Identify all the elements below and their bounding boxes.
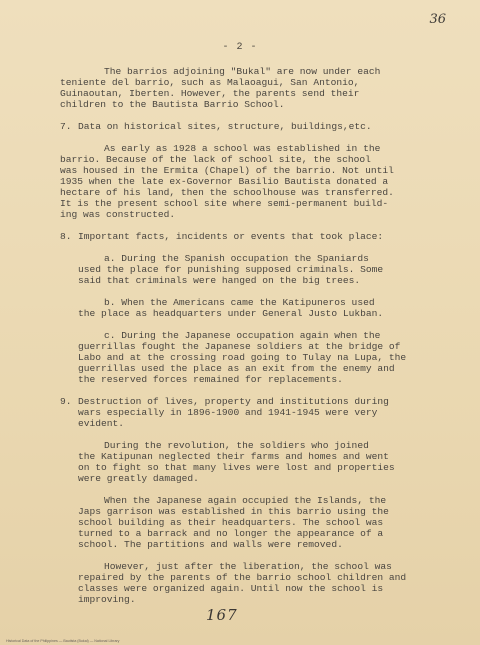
section-7-heading — [60, 121, 440, 132]
section-8b-line: b. When the Americans came the Katipuneros used — [104, 297, 375, 308]
section-title: Important facts, incidents or events that took place: — [78, 231, 384, 242]
section-9-p3-line: However, just after the liberation, the school was — [104, 561, 392, 572]
section-9-p2-line: When the Japanese again occupied the Islands, the — [104, 495, 387, 506]
section-number: 9. — [60, 396, 72, 407]
intro-line: Guinaoutan, Iberten. However, the parents send their — [60, 88, 360, 99]
section-8b-line: the place as headquarters under General Justo Lukban. — [78, 308, 384, 319]
section-7-line: hectare of his land, then the schoolhouse was transferred. — [60, 187, 394, 198]
section-9-p2-line: school building as their headquarters. The school was — [78, 517, 384, 528]
section-title: Destruction of lives, property and institutions during — [78, 396, 389, 407]
section-7-line: barrio. Because of the lack of school site, the school — [60, 154, 371, 165]
section-9-p2-line: turned to a barrack and no longer the appearance of a — [78, 528, 384, 539]
section-9-p1-line: the Katipunan neglected their farms and homes and went — [78, 451, 389, 462]
handwritten-page-number: 167 — [206, 606, 238, 624]
corner-page-number: 36 — [429, 12, 446, 27]
section-7-line: It is the present school site where semi-permanent build- — [60, 198, 389, 209]
section-8-heading — [60, 231, 440, 242]
section-7-line: 1935 when the late ex-Governor Basilio Bautista donated a — [60, 176, 389, 187]
section-8c-line: guerrillas used the place as an exit from the enemy and — [78, 363, 395, 374]
section-number: 8. — [60, 231, 72, 242]
section-7-line: was housed in the Ermita (Chapel) of the barrio. Not until — [60, 165, 394, 176]
section-7-line: As early as 1928 a school was established in the — [104, 143, 381, 154]
section-8c-line: guerrillas fought the Japanese soldiers at the bridge of — [78, 341, 401, 352]
footer-archive-text: Historical Data of the Philippines — Bautista (Bukal) — National Library — [6, 639, 120, 643]
intro-line: The barrios adjoining "Bukal" are now under each — [104, 66, 381, 77]
section-title: Data on historical sites, structure, buildings,etc. — [78, 121, 372, 132]
section-8a-line: said that criminals were hanged on the big trees. — [78, 275, 361, 286]
section-8a-line: used the place for punishing supposed criminals. Some — [78, 264, 384, 275]
document-body — [60, 66, 440, 605]
section-9-p1-line: During the revolution, the soldiers who joined — [104, 440, 369, 451]
section-9-p3-line: repaired by the parents of the barrio school children and — [78, 572, 407, 583]
section-number: 7. — [60, 121, 72, 132]
section-9-heading — [60, 396, 440, 407]
section-9-heading-line: wars especially in 1896-1900 and 1941-1945 were very — [78, 407, 378, 418]
section-9-p1-line: were greatly damaged. — [78, 473, 199, 484]
section-9-p3-line: improving. — [78, 594, 136, 605]
section-9-p3-line: classes were organized again. Until now the school is — [78, 583, 384, 594]
page-number: - 2 - — [222, 42, 258, 53]
intro-line: children to the Bautista Barrio School. — [60, 99, 285, 110]
section-7-line: ing was constructed. — [60, 209, 176, 220]
section-8c-line: Labo and at the crossing road going to Tulay na Lupa, the — [78, 352, 407, 363]
section-9-heading-line: evident. — [78, 418, 125, 429]
section-8c-line: c. During the Japanese occupation again when the — [104, 330, 381, 341]
section-8a-line: a. During the Spanish occupation the Spaniards — [104, 253, 369, 264]
section-9-p2-line: Japs garrison was established in this barrio using the — [78, 506, 389, 517]
section-8c-line: the reserved forces remained for replacements. — [78, 374, 343, 385]
section-9-p1-line: on to fight so that many lives were lost and properties — [78, 462, 395, 473]
section-9-p2-line: school. The partitions and walls were removed. — [78, 539, 343, 550]
intro-line: teniente del barrio, such as Malaoagui, San Antonio, — [60, 77, 360, 88]
